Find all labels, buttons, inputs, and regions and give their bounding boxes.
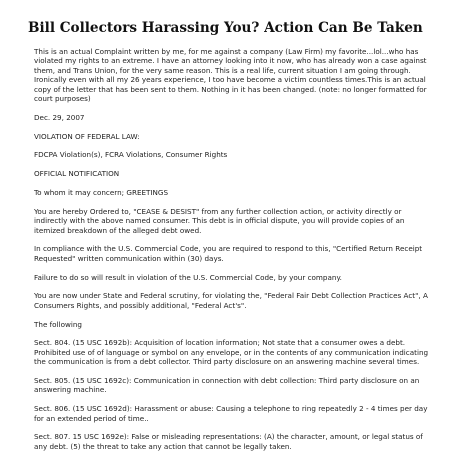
section-806: Sect. 806. (15 USC 1692d): Harassment or abuse: Causing a telephone to ring repeatedly 2 - 4 times per day for an extended period of time..: [34, 404, 428, 423]
letter-date: Dec. 29, 2007: [34, 112, 85, 122]
commercial-code-paragraph: In compliance with the U.S. Commercial Code, you are required to respond to this, "Certified Return Receipt Requested" written communication within (30) days.: [34, 244, 423, 263]
salutation: To whom it may concern; GREETINGS: [34, 188, 169, 198]
document-title: Bill Collectors Harassing You? Action Can Be Taken: [28, 20, 423, 36]
document-page: [28, 20, 429, 461]
following-label: The following: [34, 319, 82, 329]
section-807: Sect. 807. 15 USC 1692e): False or misleading representations: (A) the character, amount, or legal status of any debt. (5) the threat to take any action that cannot be legally taken.: [34, 432, 423, 451]
failure-paragraph: Failure to do so will result in violation of the U.S. Commercial Code, by your company.: [34, 272, 342, 282]
intro-paragraph: This is an actual Complaint written by me, for me against a company (Law Firm) my favorite...lol...who has violated my rights to an extreme. I have an attorney looking into it now, who has already won a case against them, and Trans Union, for the very same reason. This is a real life, current situation I am going through. Ironically even with all my 26 years experience, I too have become a victim countless times.This is an actual copy of the letter that has been sent to them. Nothing in it has been changed. (note: no longer formatted for court purposes): [34, 47, 427, 104]
violation-types: FDCPA Violation(s), FCRA Violations, Consumer Rights: [34, 150, 228, 160]
scrutiny-paragraph: You are now under State and Federal scrutiny, for violating the, "Federal Fair Debt Collection Practices Act", A Consumers Rights, and possibly additional, "Federal Act's".: [34, 291, 428, 310]
section-805: Sect. 805. (15 USC 1692c): Communication in connection with debt collection: Third party disclosure on an answering machine.: [34, 376, 420, 395]
official-notification-heading: OFFICIAL NOTIFICATION: [34, 169, 120, 179]
cease-desist-paragraph: You are hereby Ordered to, "CEASE & DESIST" from any further collection action, or activity directly or indirectly with the above named consumer. This debt is in official dispute, you will provide copies of an itemized breakdown of the alleged debt owed.: [34, 206, 405, 235]
section-804: Sect. 804. (15 USC 1692b): Acquisition of location information; Not state that a consumer owes a debt. Prohibited use of of language or symbol on any envelope, or in the contents of any communication indicating the communication is from a debt collector. Third party disclosure on an answering machine several times.: [34, 338, 429, 367]
violation-heading: VIOLATION OF FEDERAL LAW:: [34, 131, 140, 141]
